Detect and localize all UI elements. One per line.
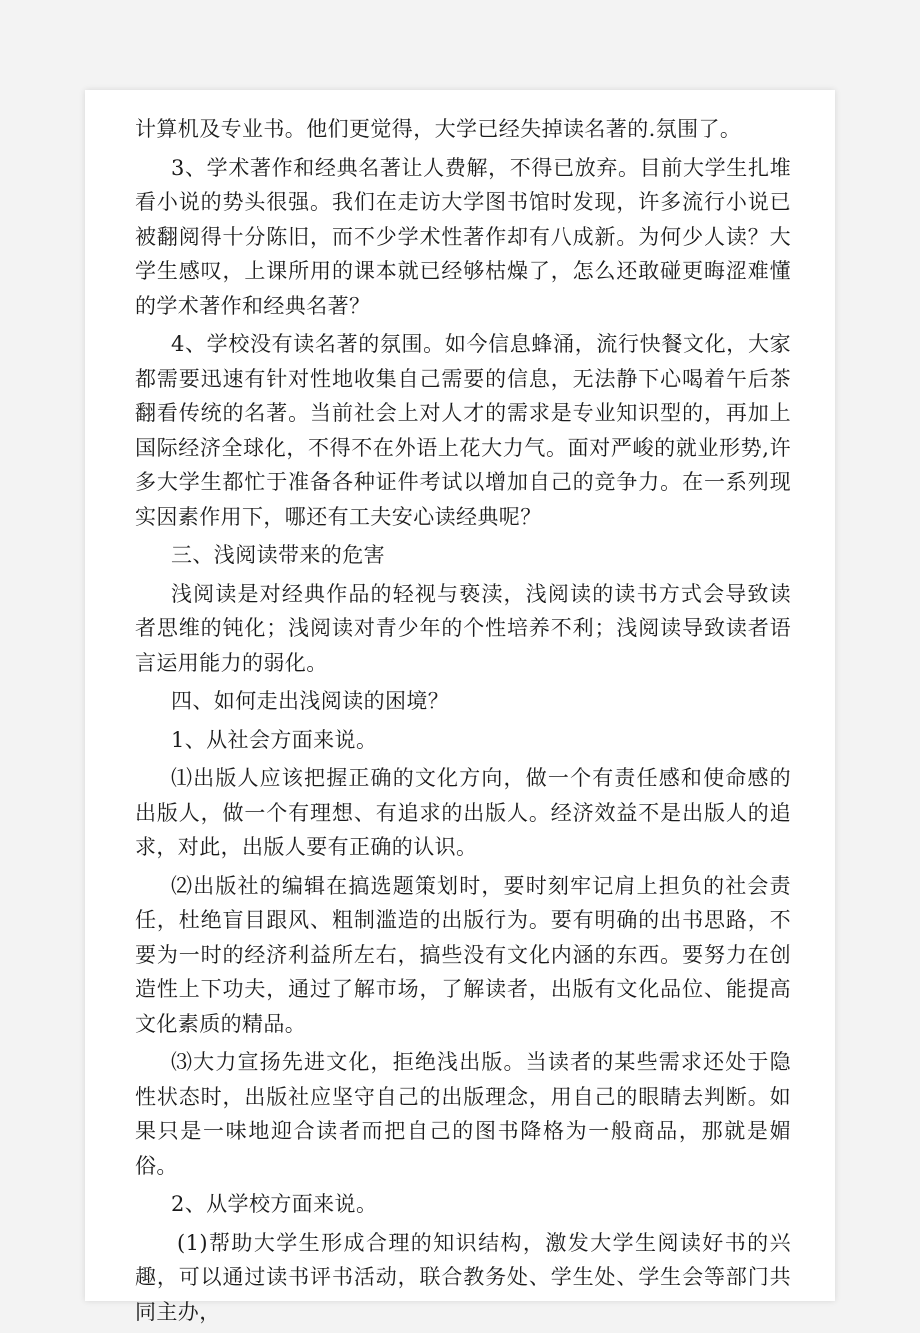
paragraph-harms: 浅阅读是对经典作品的轻视与亵渎，浅阅读的读书方式会导致读者思维的钝化；浅阅读对青少年的个性培养不利；浅阅读导致读者语言运用能力的弱化。 <box>135 581 791 675</box>
paragraph-point-4: 4、学校没有读名著的氛围。如今信息蜂涌，流行快餐文化，大家都需要迅速有针对性地收集自己需要的信息，无法静下心喝着午后茶翻看传统的名著。当前社会上对人才的需求是专业知识型的，再加上国际经济全球化，不得不在外语上花大力气。面对严峻的就业形势,许多大学生都忙于准备各种证件考试以增加自己的竞争力。在一系列现实因素作用下，哪还有工夫安心读经典呢？ <box>135 332 791 529</box>
paragraph-society-3: ⑶大力宣扬先进文化，拒绝浅出版。当读者的某些需求还处于隐性状态时，出版社应坚守自己的出版理念，用自己的眼睛去判断。如果只是一味地迎合读者而把自己的图书降格为一般商品，那就是媚俗。 <box>135 1050 791 1178</box>
paragraph-school-1: (1)帮助大学生形成合理的知识结构，激发大学生阅读好书的兴趣，可以通过读书评书活动，联合教务处、学生处、学生会等部门共同主办， <box>135 1230 791 1324</box>
paragraph-continuation: 计算机及专业书。他们更觉得，大学已经失掉读名著的.氛围了。 <box>135 117 742 141</box>
paragraph-society-2: ⑵出版社的编辑在搞选题策划时，要时刻牢记肩上担负的社会责任，杜绝盲目跟风、粗制滥造的出版行为。要有明确的出书思路，不要为一时的经济利益所左右，搞些没有文化内涵的东西。要努力在创造性上下功夫，通过了解市场，了解读者，出版有文化品位、能提高文化素质的精品。 <box>135 873 791 1036</box>
subheading-school: 2、从学校方面来说。 <box>171 1192 378 1216</box>
paragraph-society-1: ⑴出版人应该把握正确的文化方向，做一个有责任感和使命感的出版人，做一个有理想、有追求的出版人。经济效益不是出版人的追求，对此，出版人要有正确的认识。 <box>135 766 791 859</box>
document-page <box>85 90 835 1324</box>
subheading-society: 1、从社会方面来说。 <box>171 727 378 752</box>
section-heading-solutions: 四、如何走出浅阅读的困境？ <box>171 689 450 713</box>
section-heading-harms: 三、浅阅读带来的危害 <box>171 543 385 567</box>
document-body <box>135 112 791 1333</box>
paragraph-point-3: 3、学术著作和经典名著让人费解，不得已放弃。目前大学生扎堆看小说的势头很强。我们在走访大学图书馆时发现，许多流行小说已被翻阅得十分陈旧，而不少学术性著作却有八成新。为何少人读？大学生感叹，上课所用的课本就已经够枯燥了，怎么还敢碰更晦涩难懂的学术著作和经典名著？ <box>135 155 791 318</box>
